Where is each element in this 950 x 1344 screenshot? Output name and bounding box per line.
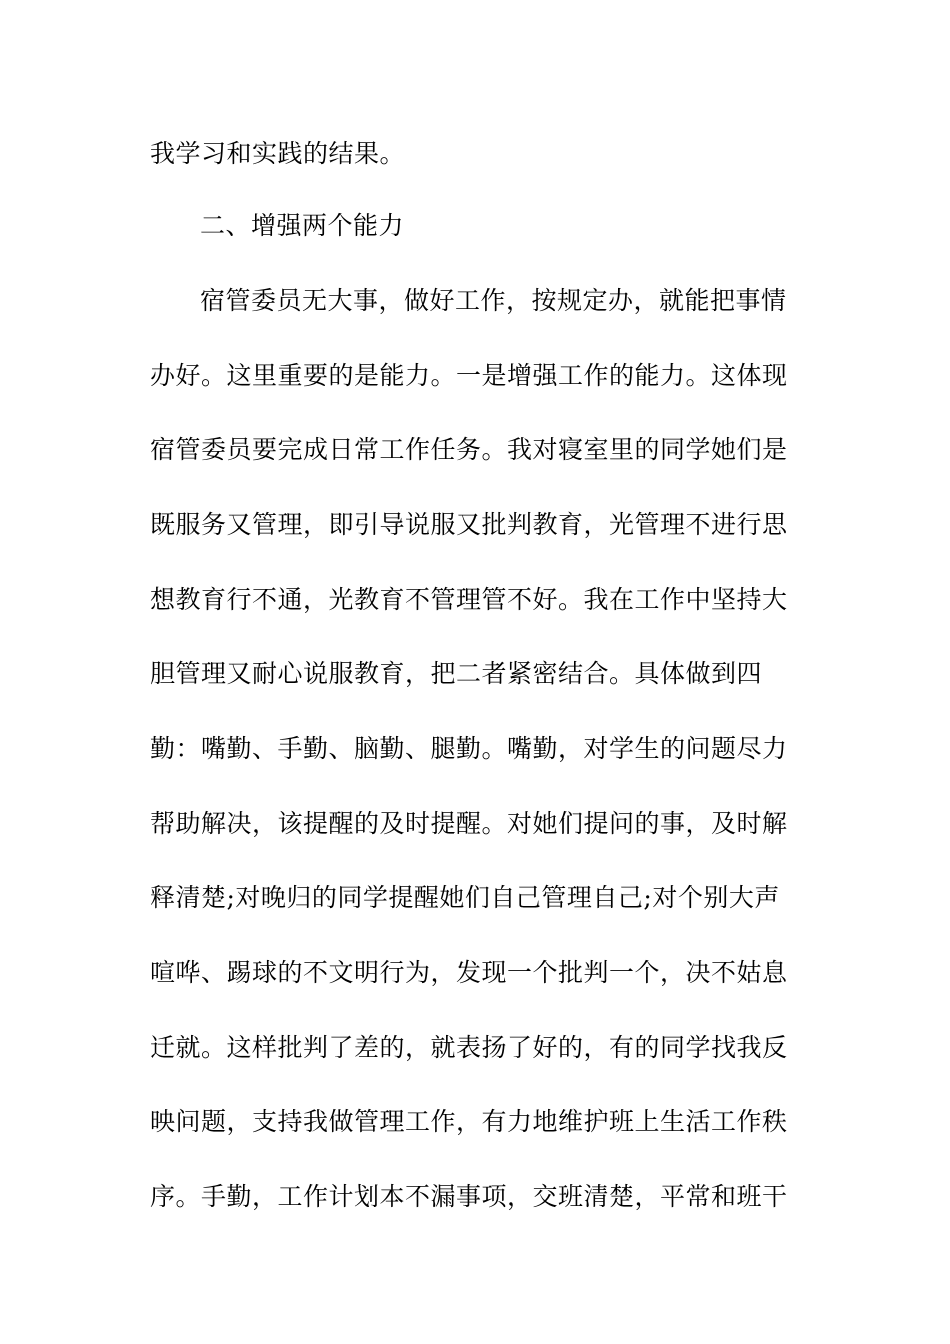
text-line: 我学习和实践的结果。 [150,139,406,168]
text-line: 迁就。这样批判了差的，就表扬了好的，有的同学找我反 [150,1033,788,1062]
text-line: 帮助解决，该提醒的及时提醒。对她们提问的事，及时解 [150,809,788,838]
text-line: 胆管理又耐心说服教育，把二者紧密结合。具体做到四 [150,659,763,688]
text-line: 映问题，支持我做管理工作，有力地维护班上生活工作秩 [150,1107,788,1136]
section-heading: 二、增强两个能力 [200,211,405,240]
text-line: 想教育行不通，光教育不管理管不好。我在工作中坚持大 [150,585,788,614]
text-line: 序。手勤，工作计划本不漏事项，交班清楚，平常和班干 [150,1182,788,1211]
text-line: 宿管委员要完成日常工作任务。我对寝室里的同学她们是 [150,435,788,464]
text-line: 办好。这里重要的是能力。一是增强工作的能力。这体现 [150,361,788,390]
text-line: 宿管委员无大事，做好工作，按规定办，就能把事情 [200,286,787,315]
text-line: 既服务又管理，即引导说服又批判教育，光管理不进行思 [150,510,788,539]
text-line: 释清楚;对晚归的同学提醒她们自己管理自己;对个别大声 [150,883,780,912]
text-line: 喧哗、踢球的不文明行为，发现一个批判一个，决不姑息 [150,958,788,987]
text-line: 勤：嘴勤、手勤、脑勤、腿勤。嘴勤，对学生的问题尽力 [150,734,788,763]
